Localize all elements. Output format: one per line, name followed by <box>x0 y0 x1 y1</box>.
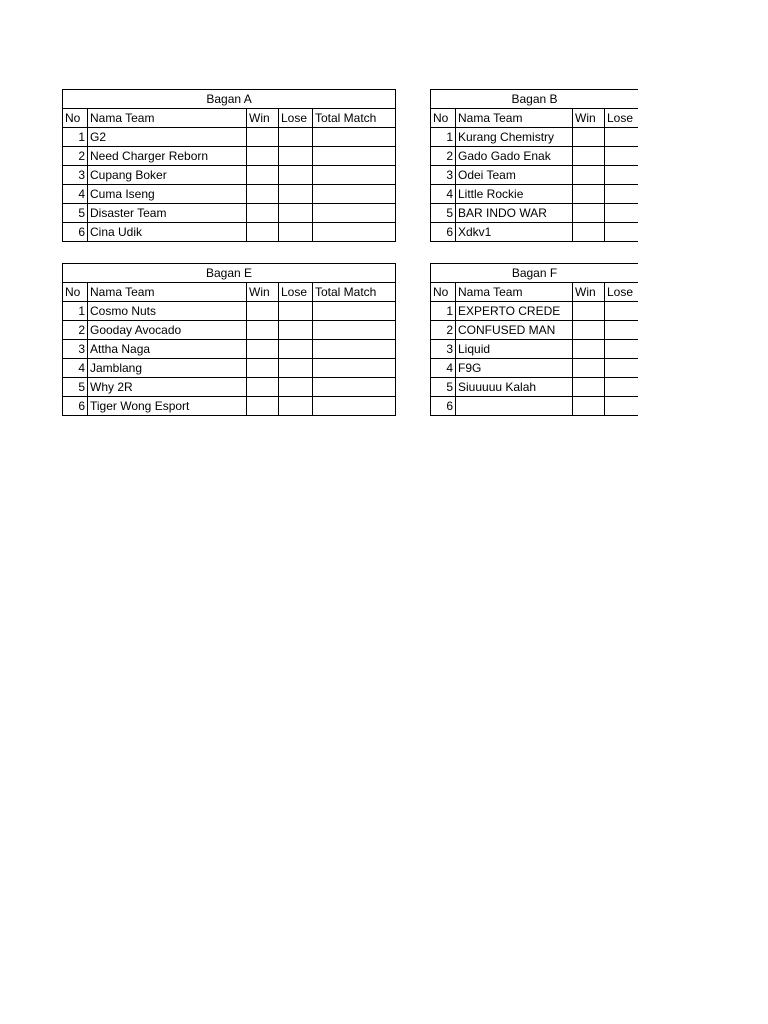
header-win: Win <box>573 109 605 128</box>
lose-cell <box>279 147 313 166</box>
team-row <box>431 397 639 416</box>
team-row <box>63 378 396 397</box>
lose-cell <box>279 223 313 242</box>
team-row <box>431 166 639 185</box>
header-lose: Lose <box>605 109 639 128</box>
team-row <box>431 321 639 340</box>
win-cell <box>573 147 605 166</box>
header-team: Nama Team <box>88 283 247 302</box>
header-lose: Lose <box>279 109 313 128</box>
lose-cell <box>605 147 639 166</box>
win-cell <box>247 397 279 416</box>
bagan-f-title: Bagan F <box>431 264 639 283</box>
header-row <box>431 109 639 128</box>
win-cell <box>573 397 605 416</box>
lose-cell <box>279 204 313 223</box>
win-cell <box>247 128 279 147</box>
team-name: EXPERTO CREDE <box>456 302 573 321</box>
bagan-f-table <box>430 263 638 416</box>
team-row <box>431 378 639 397</box>
team-no: 2 <box>63 321 88 340</box>
team-name: Cina Udik <box>88 223 247 242</box>
header-lose: Lose <box>605 283 639 302</box>
team-row <box>431 302 639 321</box>
win-cell <box>247 302 279 321</box>
total-match-cell <box>313 204 396 223</box>
team-no: 6 <box>63 223 88 242</box>
header-win: Win <box>247 283 279 302</box>
team-no: 2 <box>431 321 456 340</box>
total-match-cell <box>313 397 396 416</box>
win-cell <box>573 128 605 147</box>
team-row <box>431 147 639 166</box>
bagan-b-table <box>430 89 638 242</box>
team-row <box>63 397 396 416</box>
win-cell <box>573 340 605 359</box>
win-cell <box>573 185 605 204</box>
bagan-e-body <box>63 264 396 416</box>
team-row <box>431 128 639 147</box>
total-match-cell <box>313 340 396 359</box>
total-match-cell <box>313 147 396 166</box>
team-name: Gooday Avocado <box>88 321 247 340</box>
team-name: Cosmo Nuts <box>88 302 247 321</box>
bagan-b-clip <box>430 89 638 249</box>
lose-cell <box>605 340 639 359</box>
total-match-cell <box>313 378 396 397</box>
lose-cell <box>605 185 639 204</box>
win-cell <box>247 185 279 204</box>
bagan-b-body <box>431 90 639 242</box>
header-row <box>63 283 396 302</box>
header-lose: Lose <box>279 283 313 302</box>
win-cell <box>247 204 279 223</box>
total-match-cell <box>313 302 396 321</box>
lose-cell <box>279 340 313 359</box>
total-match-cell <box>313 359 396 378</box>
team-name: Attha Naga <box>88 340 247 359</box>
team-row <box>63 204 396 223</box>
team-name: Cupang Boker <box>88 166 247 185</box>
lose-cell <box>605 321 639 340</box>
lose-cell <box>279 321 313 340</box>
team-no: 4 <box>63 359 88 378</box>
lose-cell <box>279 166 313 185</box>
bagan-f-body <box>431 264 639 416</box>
team-row <box>431 185 639 204</box>
team-name: Jamblang <box>88 359 247 378</box>
total-match-cell <box>313 185 396 204</box>
team-name: Why 2R <box>88 378 247 397</box>
lose-cell <box>279 302 313 321</box>
team-no: 3 <box>63 166 88 185</box>
lose-cell <box>605 128 639 147</box>
team-name: F9G <box>456 359 573 378</box>
bagan-a-title: Bagan A <box>63 90 396 109</box>
lose-cell <box>279 185 313 204</box>
lose-cell <box>605 166 639 185</box>
win-cell <box>573 378 605 397</box>
team-no: 2 <box>431 147 456 166</box>
lose-cell <box>605 223 639 242</box>
win-cell <box>573 204 605 223</box>
team-row <box>431 340 639 359</box>
team-no: 6 <box>63 397 88 416</box>
team-name: BAR INDO WAR <box>456 204 573 223</box>
team-name: Cuma Iseng <box>88 185 247 204</box>
team-row <box>431 359 639 378</box>
bagan-a-table <box>62 89 396 242</box>
team-row <box>63 147 396 166</box>
team-name: Gado Gado Enak <box>456 147 573 166</box>
header-no: No <box>63 109 88 128</box>
lose-cell <box>279 397 313 416</box>
total-match-cell <box>313 223 396 242</box>
team-no: 1 <box>63 128 88 147</box>
team-row <box>63 166 396 185</box>
bagan-f-clip <box>430 263 638 423</box>
team-no: 5 <box>431 204 456 223</box>
total-match-cell <box>313 166 396 185</box>
header-total: Total Match <box>313 109 396 128</box>
bagan-e-table <box>62 263 396 416</box>
bagan-e-title: Bagan E <box>63 264 396 283</box>
team-name: Odei Team <box>456 166 573 185</box>
header-team: Nama Team <box>456 283 573 302</box>
team-no: 6 <box>431 397 456 416</box>
win-cell <box>573 359 605 378</box>
win-cell <box>573 223 605 242</box>
team-no: 3 <box>431 340 456 359</box>
lose-cell <box>279 378 313 397</box>
team-no: 4 <box>63 185 88 204</box>
team-row <box>431 204 639 223</box>
team-row <box>431 223 639 242</box>
win-cell <box>247 321 279 340</box>
total-match-cell <box>313 128 396 147</box>
team-no: 1 <box>63 302 88 321</box>
team-name: CONFUSED MAN <box>456 321 573 340</box>
header-team: Nama Team <box>88 109 247 128</box>
team-no: 5 <box>431 378 456 397</box>
win-cell <box>573 166 605 185</box>
team-row <box>63 359 396 378</box>
team-name: Disaster Team <box>88 204 247 223</box>
team-no: 2 <box>63 147 88 166</box>
win-cell <box>247 340 279 359</box>
team-no: 1 <box>431 128 456 147</box>
win-cell <box>573 321 605 340</box>
team-row <box>63 128 396 147</box>
lose-cell <box>605 204 639 223</box>
win-cell <box>247 223 279 242</box>
lose-cell <box>605 378 639 397</box>
team-row <box>63 321 396 340</box>
team-row <box>63 185 396 204</box>
win-cell <box>247 147 279 166</box>
total-match-cell <box>313 321 396 340</box>
lose-cell <box>279 128 313 147</box>
team-name <box>456 397 573 416</box>
team-row <box>63 302 396 321</box>
team-no: 5 <box>63 378 88 397</box>
win-cell <box>247 378 279 397</box>
team-no: 4 <box>431 359 456 378</box>
team-name: Little Rockie <box>456 185 573 204</box>
header-no: No <box>431 283 456 302</box>
team-row <box>63 340 396 359</box>
win-cell <box>573 302 605 321</box>
header-win: Win <box>247 109 279 128</box>
team-name: Xdkv1 <box>456 223 573 242</box>
win-cell <box>247 359 279 378</box>
lose-cell <box>605 302 639 321</box>
team-no: 3 <box>63 340 88 359</box>
team-name: Liquid <box>456 340 573 359</box>
header-row <box>431 283 639 302</box>
lose-cell <box>605 359 639 378</box>
team-no: 5 <box>63 204 88 223</box>
team-row <box>63 223 396 242</box>
lose-cell <box>279 359 313 378</box>
team-name: G2 <box>88 128 247 147</box>
header-win: Win <box>573 283 605 302</box>
header-team: Nama Team <box>456 109 573 128</box>
header-no: No <box>431 109 456 128</box>
team-name: Kurang Chemistry <box>456 128 573 147</box>
header-row <box>63 109 396 128</box>
team-name: Tiger Wong Esport <box>88 397 247 416</box>
header-total: Total Match <box>313 283 396 302</box>
team-no: 4 <box>431 185 456 204</box>
header-no: No <box>63 283 88 302</box>
bagan-b-title: Bagan B <box>431 90 639 109</box>
lose-cell <box>605 397 639 416</box>
team-name: Need Charger Reborn <box>88 147 247 166</box>
team-name: Siuuuuu Kalah <box>456 378 573 397</box>
bagan-a-body <box>63 90 396 242</box>
win-cell <box>247 166 279 185</box>
team-no: 6 <box>431 223 456 242</box>
team-no: 3 <box>431 166 456 185</box>
team-no: 1 <box>431 302 456 321</box>
